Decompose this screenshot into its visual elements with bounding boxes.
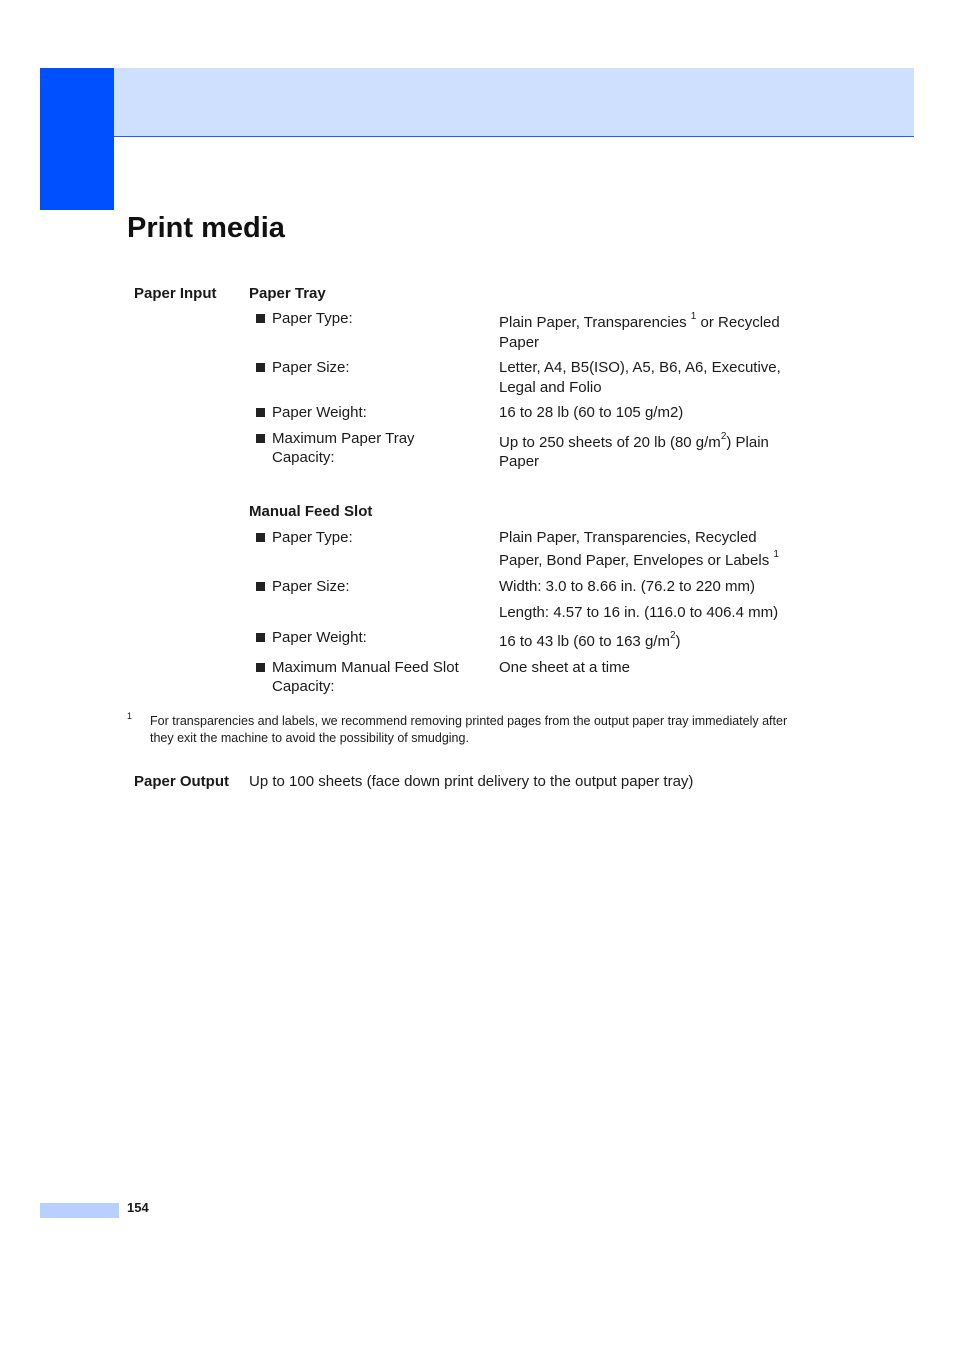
tray-capacity-label: Maximum Paper Tray xyxy=(272,430,415,447)
bullet-icon xyxy=(256,582,265,591)
footer-bar xyxy=(40,1203,119,1218)
tray-type-label: Paper Type: xyxy=(272,310,353,327)
bullet-icon xyxy=(256,533,265,542)
chapter-tab-block xyxy=(40,68,114,210)
bullet-icon xyxy=(256,633,265,642)
footnote-ref[interactable]: 1 xyxy=(773,549,779,560)
manual-weight-label: Paper Weight: xyxy=(272,629,367,646)
tray-capacity-label-cont: Capacity: xyxy=(272,449,335,466)
manual-capacity-label: Maximum Manual Feed Slot xyxy=(272,659,459,676)
paper-output-value: Up to 100 sheets (face down print delivery to the output paper tray) xyxy=(249,773,694,790)
manual-size-width: Width: 3.0 to 8.66 in. (76.2 to 220 mm) xyxy=(499,578,755,595)
manual-type-value: Plain Paper, Transparencies, Recycled xyxy=(499,529,757,546)
bullet-icon xyxy=(256,314,265,323)
manual-type-value-cont: Paper, Bond Paper, Envelopes or Labels $^1$ xyxy=(499,549,779,569)
footnote-marker: 1 xyxy=(127,711,133,721)
tray-capacity-value-cont: Paper xyxy=(499,453,540,470)
paper-input-label: Paper Input xyxy=(134,285,217,302)
paper-output-label: Paper Output xyxy=(134,773,230,790)
tray-type-value-cont: Paper xyxy=(499,334,540,351)
bullet-icon xyxy=(256,408,265,417)
tray-type-value: Plain Paper, Transparencies $^1$ or Recycled xyxy=(499,311,780,331)
bullet-icon xyxy=(256,363,265,372)
manual-size-length: Length: 4.57 to 16 in. (116.0 to 406.4 mm) xyxy=(499,604,779,621)
tray-size-label: Paper Size: xyxy=(272,359,350,376)
bullet-icon xyxy=(256,434,265,443)
manual-type-label: Paper Type: xyxy=(272,529,353,546)
page-title: Print media xyxy=(127,212,285,244)
tray-capacity-value: Up to 250 sheets of 20 lb (80 $g/m^2$) Plain xyxy=(499,431,769,451)
manual-size-label: Paper Size: xyxy=(272,578,350,595)
tray-weight-label: Paper Weight: xyxy=(272,404,367,421)
bullet-icon xyxy=(256,663,265,672)
paper-tray-heading: Paper Tray xyxy=(249,285,326,302)
manual-weight-value: 16 to 43 lb (60 to 163 $g/m^2$) xyxy=(499,630,681,650)
footnote-text: For transparencies and labels, we recommend removing printed pages from the output paper tray immediately after xyxy=(150,714,788,728)
tray-weight-value: 16 to 28 lb (60 to 105 g/m2) xyxy=(499,404,684,421)
manual-capacity-value: One sheet at a time xyxy=(499,659,630,676)
manual-capacity-label-cont: Capacity: xyxy=(272,678,335,695)
chapter-header-band xyxy=(114,68,914,137)
tray-size-value-cont: Legal and Folio xyxy=(499,379,602,396)
page-number: 154 xyxy=(127,1200,149,1215)
footnote-text-cont: they exit the machine to avoid the possibility of smudging. xyxy=(150,731,469,745)
tray-size-value: Letter, A4, B5(ISO), A5, B6, A6, Executive, xyxy=(499,359,781,376)
footnote-ref[interactable]: 1 xyxy=(690,311,697,322)
manual-feed-heading: Manual Feed Slot xyxy=(249,503,373,520)
